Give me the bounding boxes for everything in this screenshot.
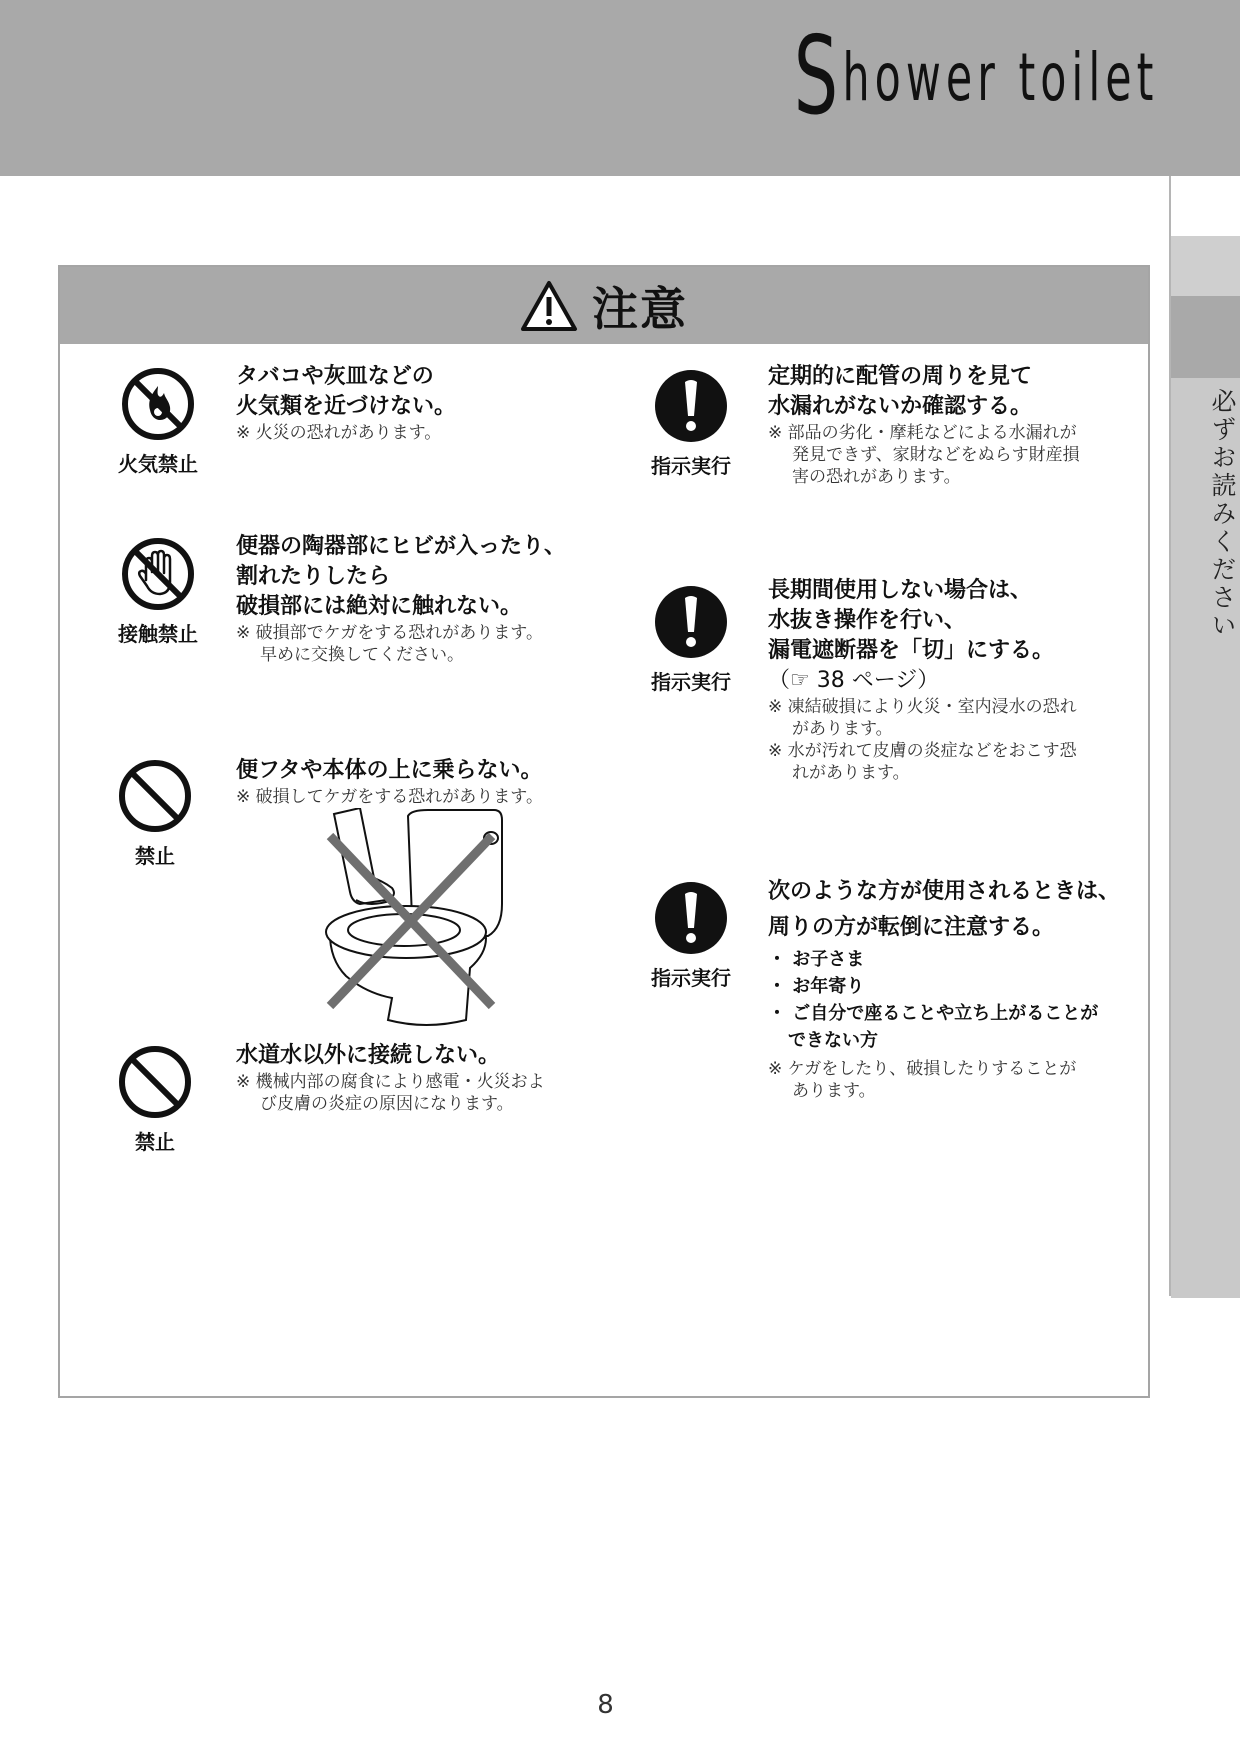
icon-label: 指示実行 bbox=[651, 670, 731, 694]
item-title-line: 破損部には絶対に触れない。 bbox=[236, 594, 523, 619]
list-item bbox=[768, 1000, 1120, 1054]
side-tab-label: 必ずお読みください bbox=[1208, 388, 1237, 640]
side-tab-marker-light bbox=[1171, 236, 1240, 296]
caution-header bbox=[60, 267, 1148, 344]
caution-title: 注意 bbox=[592, 281, 688, 336]
no-fire-icon bbox=[120, 366, 196, 442]
no-fire-symbol bbox=[103, 366, 213, 477]
caution-item-fire bbox=[236, 362, 456, 444]
prohibited-symbol bbox=[100, 1044, 210, 1155]
caution-item-check-leaks bbox=[768, 362, 1080, 488]
no-touch-hand-icon bbox=[120, 536, 196, 612]
item-title-line: 次のような方が使用されるときは、 bbox=[768, 879, 1121, 904]
toilet-standing-illustration bbox=[316, 808, 516, 1028]
exclamation-mandatory-icon bbox=[653, 880, 729, 956]
icon-label: 火気禁止 bbox=[118, 452, 198, 476]
list-item-line: ・ ご自分で座ることや立ち上がることが bbox=[768, 1003, 1099, 1024]
item-note bbox=[768, 422, 1080, 488]
icon-label: 指示実行 bbox=[651, 454, 731, 478]
note-line: ※ 破損部でケガをする恐れがあります。 bbox=[236, 623, 543, 643]
note-line: があります。 bbox=[792, 719, 893, 739]
note-line: れがあります。 bbox=[792, 763, 910, 783]
item-note bbox=[768, 740, 1077, 784]
item-title-line: 水漏れがないか確認する。 bbox=[768, 394, 1033, 419]
item-note bbox=[768, 1058, 1120, 1102]
brand-cap: S bbox=[793, 14, 840, 139]
exclamation-mandatory-icon bbox=[653, 368, 729, 444]
no-touch-symbol bbox=[103, 536, 213, 647]
note-line: あります。 bbox=[792, 1081, 876, 1101]
item-title-line: 便フタや本体の上に乗らない。 bbox=[236, 758, 543, 783]
icon-label: 接触禁止 bbox=[118, 622, 198, 646]
mandatory-action-symbol bbox=[636, 368, 746, 479]
item-title-line: 定期的に配管の周りを見て bbox=[768, 364, 1033, 389]
list-item: ・ お年寄り bbox=[768, 976, 865, 997]
note-line: 早めに交換してください。 bbox=[260, 645, 464, 665]
item-note bbox=[236, 622, 566, 666]
item-title-line: 便器の陶器部にヒビが入ったり、 bbox=[236, 534, 567, 559]
brand-logo bbox=[793, 14, 1158, 139]
note-line: 害の恐れがあります。 bbox=[792, 467, 961, 487]
caution-item-no-touch bbox=[236, 532, 566, 666]
item-title-line: 周りの方が転倒に注意する。 bbox=[768, 915, 1055, 940]
side-tab-marker-dark bbox=[1171, 296, 1240, 378]
item-title-line: 水抜き操作を行い、 bbox=[768, 608, 967, 633]
prohibited-icon bbox=[117, 1044, 193, 1120]
note-line: ※ ケガをしたり、破損したりすることが bbox=[768, 1059, 1077, 1079]
item-title-line: 漏電遮断器を「切」にする。 bbox=[768, 638, 1055, 663]
item-title-line: 火気類を近づけない。 bbox=[236, 394, 457, 419]
icon-label: 指示実行 bbox=[651, 966, 731, 990]
note-line: ※ 水が汚れて皮膚の炎症などをおこす恐 bbox=[768, 741, 1077, 761]
list-item: ・ お子さま bbox=[768, 949, 865, 970]
prohibited-symbol bbox=[100, 758, 210, 869]
caution-item-tap-water-only bbox=[236, 1041, 545, 1115]
list-item-line: できない方 bbox=[788, 1030, 878, 1051]
note-line: ※ 凍結破損により火災・室内浸水の恐れ bbox=[768, 697, 1077, 717]
warning-triangle-icon bbox=[520, 280, 578, 332]
item-title-line: 割れたりしたら bbox=[236, 564, 391, 589]
page-number: 8 bbox=[597, 1690, 614, 1720]
mandatory-action-symbol bbox=[636, 880, 746, 991]
brand-text: hower toilet bbox=[842, 38, 1158, 116]
page-reference-link[interactable]: （☞ 38 ページ） bbox=[768, 668, 940, 693]
item-note: ※ 破損してケガをする恐れがあります。 bbox=[236, 787, 543, 807]
prohibited-icon bbox=[117, 758, 193, 834]
item-title-line: タバコや灰皿などの bbox=[236, 364, 434, 389]
note-line: ※ 機械内部の腐食により感電・火災およ bbox=[236, 1072, 545, 1092]
caution-item-long-term-storage bbox=[768, 576, 1077, 784]
caution-item-no-standing bbox=[236, 756, 543, 808]
icon-label: 禁止 bbox=[135, 844, 175, 868]
item-title-line: 水道水以外に接続しない。 bbox=[236, 1043, 501, 1068]
item-note bbox=[768, 696, 1077, 740]
mandatory-action-symbol bbox=[636, 584, 746, 695]
item-note: ※ 火災の恐れがあります。 bbox=[236, 423, 442, 443]
note-line: 発見できず、家財などをぬらす財産損 bbox=[792, 445, 1080, 465]
item-note bbox=[236, 1071, 545, 1115]
exclamation-mandatory-icon bbox=[653, 584, 729, 660]
item-title-line: 長期間使用しない場合は、 bbox=[768, 578, 1033, 603]
note-line: び皮膚の炎症の原因になります。 bbox=[260, 1094, 514, 1114]
note-line: ※ 部品の劣化・摩耗などによる水漏れが bbox=[768, 423, 1077, 443]
icon-label: 禁止 bbox=[135, 1130, 175, 1154]
caution-item-fall-prevention bbox=[768, 874, 1120, 1102]
